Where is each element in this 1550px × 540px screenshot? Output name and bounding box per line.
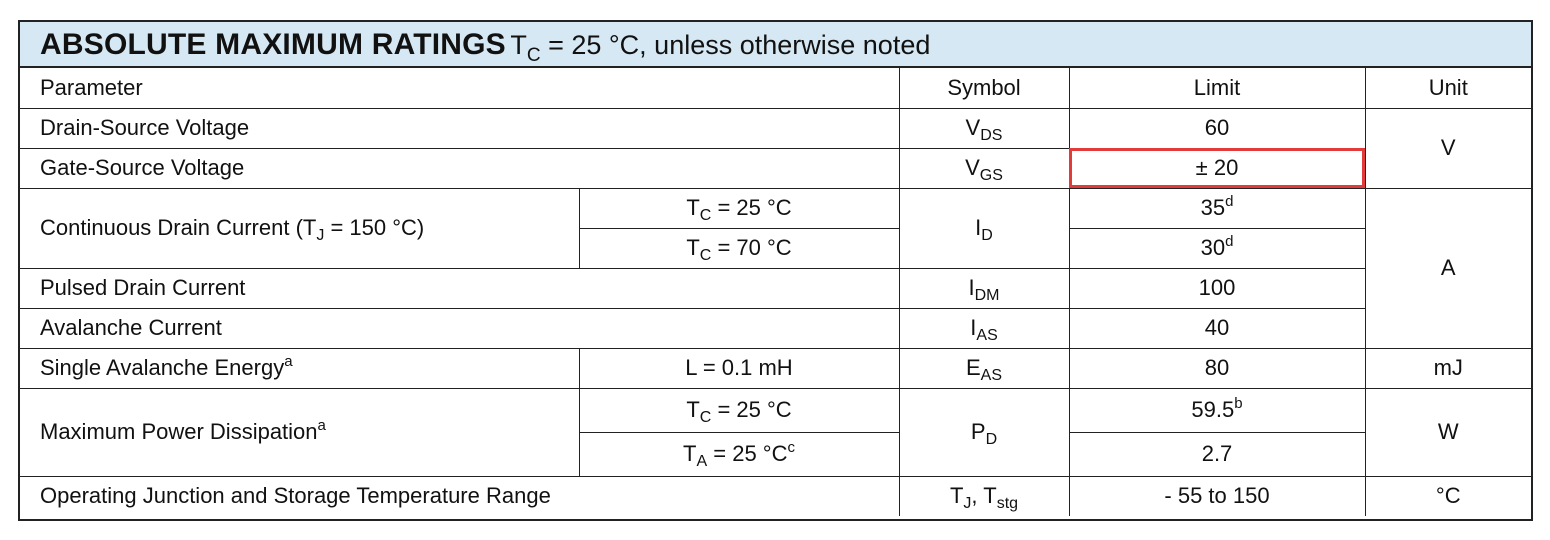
symbol-ias: $I_{AS}$ <box>899 308 1069 348</box>
table-row <box>20 348 1531 388</box>
header-parameter: Parameter <box>20 68 899 108</box>
header-row <box>20 68 1531 108</box>
unit-voltage: V <box>1365 108 1531 188</box>
limit-vds: 60 <box>1069 108 1365 148</box>
symbol-vgs: $V_{GS}$ <box>899 148 1069 188</box>
table-condition: $T_C = 25$ °C, unless otherwise noted <box>510 30 931 66</box>
header-unit: Unit <box>1365 68 1531 108</box>
table-row <box>20 268 1531 308</box>
unit-current: A <box>1365 188 1531 348</box>
symbol-pd: $P_D$ <box>899 388 1069 476</box>
table-row <box>20 108 1531 148</box>
symbol-vds: $V_{DS}$ <box>899 108 1069 148</box>
table-row <box>20 188 1531 228</box>
absolute-maximum-ratings-table <box>18 20 1533 521</box>
ratings-grid <box>20 68 1531 516</box>
symbol-eas: $E_{AS}$ <box>899 348 1069 388</box>
condition-inductance: L = 0.1 mH <box>579 348 899 388</box>
limit-ias: 40 <box>1069 308 1365 348</box>
table-row <box>20 148 1531 188</box>
condition-tc-25-power: $T_C = 25$ °C <box>579 388 899 432</box>
param-pulsed-drain-current: Pulsed Drain Current <box>20 268 899 308</box>
header-symbol: Symbol <box>899 68 1069 108</box>
condition-tc-25: $T_C = 25$ °C <box>579 188 899 228</box>
symbol-idm: $I_{DM}$ <box>899 268 1069 308</box>
param-avalanche-current: Avalanche Current <box>20 308 899 348</box>
param-single-avalanche-energy: Single Avalanche Energy$^a$ <box>20 348 579 388</box>
param-gate-source-voltage: Gate-Source Voltage <box>20 148 899 188</box>
table-row <box>20 388 1531 432</box>
param-continuous-drain-current: Continuous Drain Current ($T_J = 150$ °C) <box>20 188 579 268</box>
limit-pd-tc25: 59.5$^b$ <box>1069 388 1365 432</box>
limit-eas: 80 <box>1069 348 1365 388</box>
symbol-tj-tstg: $T_J$, $T_{stg}$ <box>899 476 1069 516</box>
table-title-banner <box>20 22 1531 68</box>
limit-vgs-highlighted: ± 20 <box>1069 148 1365 188</box>
unit-temperature: °C <box>1365 476 1531 516</box>
unit-power: W <box>1365 388 1531 476</box>
table-row <box>20 476 1531 516</box>
header-limit: Limit <box>1069 68 1365 108</box>
limit-id-tc70: 30$^d$ <box>1069 228 1365 268</box>
param-operating-temperature: Operating Junction and Storage Temperature Range <box>20 476 899 516</box>
limit-idm: 100 <box>1069 268 1365 308</box>
param-max-power-dissipation: Maximum Power Dissipation$^a$ <box>20 388 579 476</box>
symbol-id: $I_D$ <box>899 188 1069 268</box>
limit-id-tc25: 35$^d$ <box>1069 188 1365 228</box>
limit-pd-ta25: 2.7 <box>1069 432 1365 476</box>
table-title: ABSOLUTE MAXIMUM RATINGS <box>40 28 506 61</box>
unit-energy: mJ <box>1365 348 1531 388</box>
table-row <box>20 308 1531 348</box>
param-drain-source-voltage: Drain-Source Voltage <box>20 108 899 148</box>
condition-ta-25: $T_A = 25$ $^\circ C^c$ <box>579 432 899 476</box>
condition-tc-70: $T_C = 70$ °C <box>579 228 899 268</box>
limit-temperature: - 55 to 150 <box>1069 476 1365 516</box>
